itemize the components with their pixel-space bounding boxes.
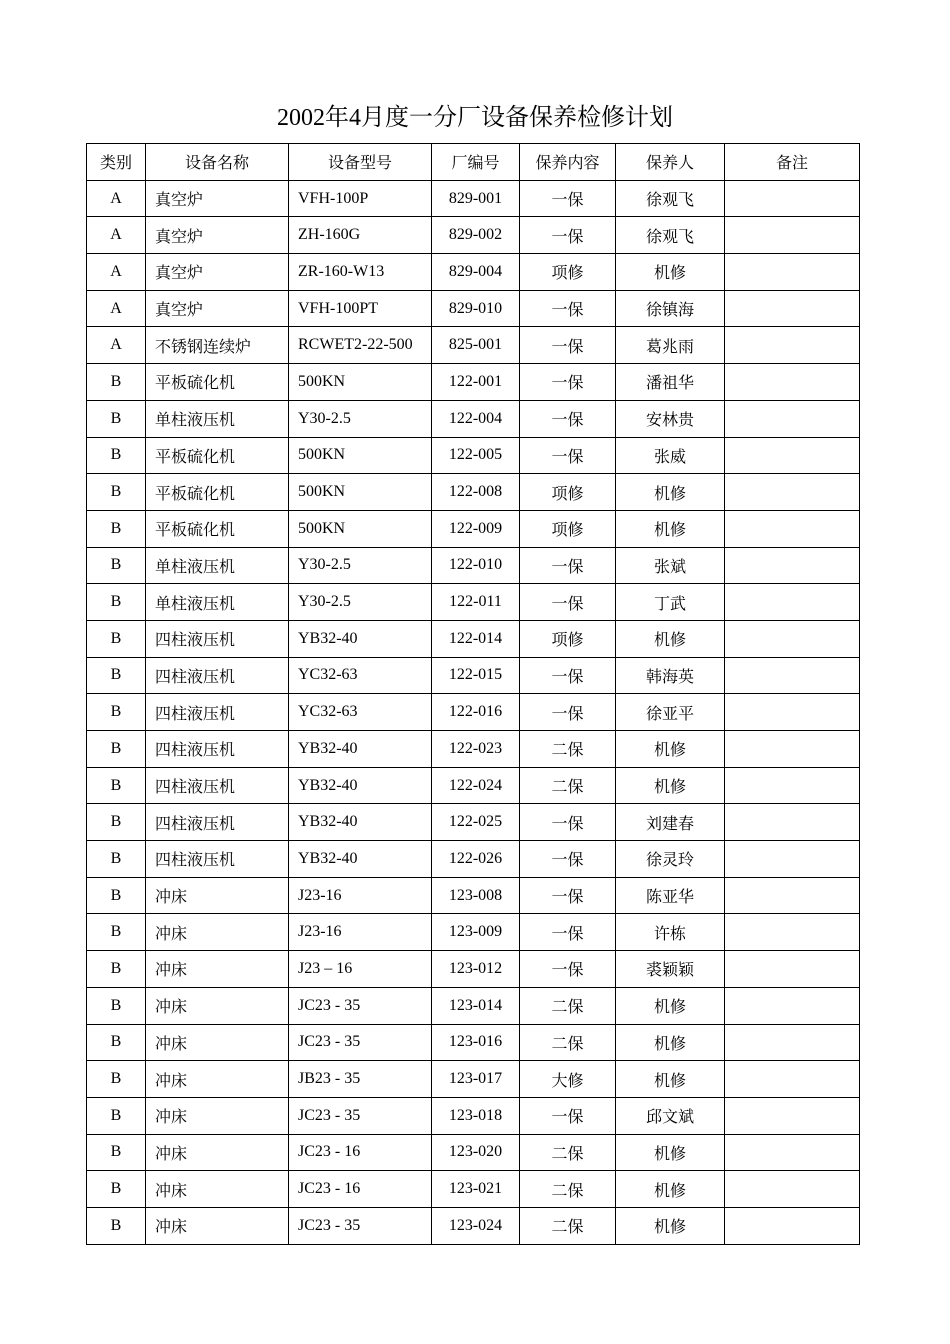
cell-factory-code: 123-016 <box>432 1024 520 1061</box>
table-row <box>87 327 860 364</box>
cell-maintainer: 邱文斌 <box>616 1097 725 1134</box>
cell-maintainer: 机修 <box>616 1024 725 1061</box>
cell-equipment-model: 500KN <box>289 437 432 474</box>
header-equipment-model: 设备型号 <box>289 144 432 181</box>
cell-equipment-name: 真空炉 <box>146 217 289 254</box>
cell-equipment-model: YB32-40 <box>289 620 432 657</box>
cell-maintainer: 韩海英 <box>616 657 725 694</box>
cell-remarks <box>725 437 860 474</box>
cell-equipment-model: JC23 - 35 <box>289 1024 432 1061</box>
cell-equipment-name: 四柱液压机 <box>146 841 289 878</box>
cell-factory-code: 122-026 <box>432 841 520 878</box>
cell-factory-code: 123-014 <box>432 987 520 1024</box>
cell-factory-code: 829-002 <box>432 217 520 254</box>
cell-category: A <box>87 290 146 327</box>
table-row <box>87 400 860 437</box>
cell-remarks <box>725 1134 860 1171</box>
table-row <box>87 694 860 731</box>
cell-equipment-model: VFH-100PT <box>289 290 432 327</box>
cell-category: B <box>87 657 146 694</box>
cell-equipment-name: 冲床 <box>146 914 289 951</box>
cell-equipment-model: YB32-40 <box>289 841 432 878</box>
cell-equipment-model: 500KN <box>289 510 432 547</box>
header-maintainer: 保养人 <box>616 144 725 181</box>
cell-equipment-model: YC32-63 <box>289 657 432 694</box>
table-row <box>87 1061 860 1098</box>
cell-remarks <box>725 951 860 988</box>
header-row <box>87 144 860 181</box>
cell-maintainer: 葛兆雨 <box>616 327 725 364</box>
cell-equipment-model: JC23 - 35 <box>289 987 432 1024</box>
table-row <box>87 474 860 511</box>
header-maintenance-content: 保养内容 <box>520 144 616 181</box>
cell-factory-code: 122-023 <box>432 731 520 768</box>
table-row <box>87 290 860 327</box>
table-row <box>87 547 860 584</box>
cell-maintenance-content: 一保 <box>520 584 616 621</box>
cell-factory-code: 122-024 <box>432 767 520 804</box>
cell-factory-code: 122-011 <box>432 584 520 621</box>
cell-equipment-name: 冲床 <box>146 1207 289 1244</box>
cell-factory-code: 122-010 <box>432 547 520 584</box>
cell-maintenance-content: 一保 <box>520 180 616 217</box>
cell-remarks <box>725 217 860 254</box>
cell-remarks <box>725 474 860 511</box>
cell-remarks <box>725 290 860 327</box>
cell-maintainer: 徐亚平 <box>616 694 725 731</box>
cell-category: B <box>87 547 146 584</box>
cell-maintenance-content: 一保 <box>520 1097 616 1134</box>
cell-maintenance-content: 二保 <box>520 1207 616 1244</box>
cell-maintenance-content: 大修 <box>520 1061 616 1098</box>
cell-remarks <box>725 327 860 364</box>
cell-maintenance-content: 项修 <box>520 254 616 291</box>
cell-category: B <box>87 1097 146 1134</box>
cell-remarks <box>725 767 860 804</box>
cell-equipment-name: 真空炉 <box>146 254 289 291</box>
cell-category: B <box>87 877 146 914</box>
cell-maintenance-content: 一保 <box>520 694 616 731</box>
cell-category: A <box>87 327 146 364</box>
cell-maintainer: 机修 <box>616 731 725 768</box>
cell-equipment-model: J23 – 16 <box>289 951 432 988</box>
table-row <box>87 1134 860 1171</box>
cell-equipment-name: 四柱液压机 <box>146 620 289 657</box>
cell-factory-code: 123-021 <box>432 1171 520 1208</box>
table-row <box>87 1207 860 1244</box>
cell-category: B <box>87 804 146 841</box>
cell-maintainer: 陈亚华 <box>616 877 725 914</box>
table-body <box>87 180 860 1244</box>
cell-factory-code: 122-008 <box>432 474 520 511</box>
cell-maintenance-content: 二保 <box>520 1024 616 1061</box>
cell-maintainer: 徐镇海 <box>616 290 725 327</box>
table-row <box>87 767 860 804</box>
cell-maintainer: 徐观飞 <box>616 217 725 254</box>
cell-category: B <box>87 694 146 731</box>
cell-remarks <box>725 547 860 584</box>
table-row <box>87 951 860 988</box>
cell-remarks <box>725 254 860 291</box>
page-title: 2002年4月度一分厂设备保养检修计划 <box>277 105 673 131</box>
cell-category: B <box>87 841 146 878</box>
table-row <box>87 364 860 401</box>
table-row <box>87 1024 860 1061</box>
cell-remarks <box>725 180 860 217</box>
cell-maintainer: 机修 <box>616 254 725 291</box>
cell-equipment-model: YB32-40 <box>289 767 432 804</box>
cell-equipment-model: ZH-160G <box>289 217 432 254</box>
cell-equipment-model: RCWET2-22-500 <box>289 327 432 364</box>
cell-equipment-name: 平板硫化机 <box>146 510 289 547</box>
cell-equipment-model: JB23 - 35 <box>289 1061 432 1098</box>
cell-category: B <box>87 1171 146 1208</box>
cell-equipment-name: 平板硫化机 <box>146 474 289 511</box>
cell-maintenance-content: 一保 <box>520 327 616 364</box>
cell-remarks <box>725 400 860 437</box>
cell-maintenance-content: 二保 <box>520 731 616 768</box>
cell-equipment-name: 四柱液压机 <box>146 694 289 731</box>
cell-category: B <box>87 510 146 547</box>
cell-maintainer: 机修 <box>616 987 725 1024</box>
table-row <box>87 620 860 657</box>
cell-maintenance-content: 二保 <box>520 1134 616 1171</box>
cell-maintainer: 机修 <box>616 1207 725 1244</box>
cell-category: B <box>87 1061 146 1098</box>
cell-category: B <box>87 364 146 401</box>
cell-factory-code: 123-024 <box>432 1207 520 1244</box>
cell-category: B <box>87 767 146 804</box>
cell-maintainer: 许栋 <box>616 914 725 951</box>
cell-factory-code: 123-018 <box>432 1097 520 1134</box>
cell-equipment-model: YB32-40 <box>289 731 432 768</box>
cell-equipment-name: 真空炉 <box>146 180 289 217</box>
cell-maintenance-content: 一保 <box>520 914 616 951</box>
cell-maintainer: 丁武 <box>616 584 725 621</box>
cell-factory-code: 123-009 <box>432 914 520 951</box>
cell-remarks <box>725 657 860 694</box>
cell-maintenance-content: 项修 <box>520 620 616 657</box>
cell-remarks <box>725 1097 860 1134</box>
cell-equipment-model: 500KN <box>289 364 432 401</box>
cell-factory-code: 825-001 <box>432 327 520 364</box>
cell-maintenance-content: 项修 <box>520 510 616 547</box>
cell-equipment-name: 四柱液压机 <box>146 804 289 841</box>
cell-maintenance-content: 一保 <box>520 841 616 878</box>
cell-maintainer: 机修 <box>616 1171 725 1208</box>
cell-remarks <box>725 914 860 951</box>
cell-equipment-model: JC23 - 35 <box>289 1097 432 1134</box>
cell-equipment-model: 500KN <box>289 474 432 511</box>
cell-maintenance-content: 一保 <box>520 877 616 914</box>
table-row <box>87 254 860 291</box>
cell-equipment-name: 真空炉 <box>146 290 289 327</box>
cell-maintainer: 机修 <box>616 1134 725 1171</box>
cell-equipment-name: 冲床 <box>146 1097 289 1134</box>
cell-category: B <box>87 400 146 437</box>
cell-category: B <box>87 584 146 621</box>
header-factory-code: 厂编号 <box>432 144 520 181</box>
cell-factory-code: 122-009 <box>432 510 520 547</box>
cell-category: B <box>87 951 146 988</box>
table-row <box>87 877 860 914</box>
cell-maintenance-content: 一保 <box>520 951 616 988</box>
cell-equipment-name: 冲床 <box>146 877 289 914</box>
cell-category: B <box>87 987 146 1024</box>
cell-category: B <box>87 437 146 474</box>
cell-category: B <box>87 620 146 657</box>
cell-factory-code: 123-012 <box>432 951 520 988</box>
cell-maintainer: 机修 <box>616 1061 725 1098</box>
table-row <box>87 657 860 694</box>
cell-equipment-name: 冲床 <box>146 1061 289 1098</box>
cell-factory-code: 122-025 <box>432 804 520 841</box>
cell-remarks <box>725 364 860 401</box>
cell-maintainer: 机修 <box>616 767 725 804</box>
cell-maintenance-content: 一保 <box>520 657 616 694</box>
cell-remarks <box>725 987 860 1024</box>
cell-maintenance-content: 一保 <box>520 217 616 254</box>
cell-equipment-model: ZR-160-W13 <box>289 254 432 291</box>
header-equipment-name: 设备名称 <box>146 144 289 181</box>
cell-equipment-name: 单柱液压机 <box>146 584 289 621</box>
cell-equipment-name: 冲床 <box>146 987 289 1024</box>
cell-factory-code: 123-020 <box>432 1134 520 1171</box>
cell-maintainer: 机修 <box>616 620 725 657</box>
cell-maintainer: 刘建春 <box>616 804 725 841</box>
cell-maintainer: 徐观飞 <box>616 180 725 217</box>
cell-category: A <box>87 254 146 291</box>
cell-maintainer: 潘祖华 <box>616 364 725 401</box>
cell-remarks <box>725 584 860 621</box>
cell-equipment-model: VFH-100P <box>289 180 432 217</box>
cell-maintenance-content: 二保 <box>520 987 616 1024</box>
cell-factory-code: 829-001 <box>432 180 520 217</box>
table-row <box>87 437 860 474</box>
table-row <box>87 1097 860 1134</box>
header-category: 类别 <box>87 144 146 181</box>
cell-maintenance-content: 一保 <box>520 547 616 584</box>
cell-equipment-model: Y30-2.5 <box>289 584 432 621</box>
cell-equipment-model: Y30-2.5 <box>289 547 432 584</box>
cell-equipment-model: JC23 - 16 <box>289 1171 432 1208</box>
cell-category: B <box>87 914 146 951</box>
cell-remarks <box>725 1207 860 1244</box>
cell-equipment-name: 不锈钢连续炉 <box>146 327 289 364</box>
cell-maintainer: 机修 <box>616 474 725 511</box>
cell-equipment-name: 冲床 <box>146 1024 289 1061</box>
cell-factory-code: 122-014 <box>432 620 520 657</box>
cell-maintainer: 张威 <box>616 437 725 474</box>
table-row <box>87 841 860 878</box>
cell-equipment-model: JC23 - 16 <box>289 1134 432 1171</box>
cell-maintenance-content: 二保 <box>520 1171 616 1208</box>
cell-category: B <box>87 731 146 768</box>
cell-maintenance-content: 二保 <box>520 767 616 804</box>
cell-maintainer: 徐灵玲 <box>616 841 725 878</box>
cell-equipment-name: 单柱液压机 <box>146 547 289 584</box>
cell-maintenance-content: 一保 <box>520 804 616 841</box>
cell-factory-code: 122-005 <box>432 437 520 474</box>
cell-maintenance-content: 一保 <box>520 364 616 401</box>
cell-maintenance-content: 一保 <box>520 437 616 474</box>
cell-factory-code: 829-004 <box>432 254 520 291</box>
cell-remarks <box>725 1024 860 1061</box>
table-row <box>87 804 860 841</box>
cell-remarks <box>725 841 860 878</box>
cell-maintenance-content: 项修 <box>520 474 616 511</box>
cell-remarks <box>725 804 860 841</box>
cell-factory-code: 122-015 <box>432 657 520 694</box>
cell-category: A <box>87 217 146 254</box>
cell-category: B <box>87 474 146 511</box>
cell-factory-code: 123-008 <box>432 877 520 914</box>
header-remarks: 备注 <box>725 144 860 181</box>
table-row <box>87 584 860 621</box>
table-row <box>87 217 860 254</box>
cell-equipment-model: Y30-2.5 <box>289 400 432 437</box>
cell-factory-code: 829-010 <box>432 290 520 327</box>
cell-remarks <box>725 731 860 768</box>
cell-factory-code: 122-001 <box>432 364 520 401</box>
cell-equipment-model: YC32-63 <box>289 694 432 731</box>
cell-remarks <box>725 1061 860 1098</box>
cell-maintainer: 张斌 <box>616 547 725 584</box>
cell-equipment-model: J23-16 <box>289 914 432 951</box>
table-row <box>87 180 860 217</box>
cell-maintenance-content: 一保 <box>520 290 616 327</box>
cell-remarks <box>725 510 860 547</box>
cell-category: A <box>87 180 146 217</box>
cell-equipment-name: 四柱液压机 <box>146 657 289 694</box>
cell-equipment-name: 平板硫化机 <box>146 437 289 474</box>
cell-equipment-name: 四柱液压机 <box>146 767 289 804</box>
cell-maintainer: 机修 <box>616 510 725 547</box>
cell-equipment-name: 单柱液压机 <box>146 400 289 437</box>
cell-equipment-model: JC23 - 35 <box>289 1207 432 1244</box>
cell-equipment-name: 四柱液压机 <box>146 731 289 768</box>
cell-factory-code: 122-016 <box>432 694 520 731</box>
cell-remarks <box>725 1171 860 1208</box>
cell-category: B <box>87 1207 146 1244</box>
cell-remarks <box>725 694 860 731</box>
cell-equipment-name: 冲床 <box>146 1171 289 1208</box>
table-row <box>87 914 860 951</box>
cell-category: B <box>87 1134 146 1171</box>
cell-maintenance-content: 一保 <box>520 400 616 437</box>
cell-equipment-name: 平板硫化机 <box>146 364 289 401</box>
cell-maintainer: 裘颖颖 <box>616 951 725 988</box>
cell-remarks <box>725 877 860 914</box>
table-row <box>87 987 860 1024</box>
maintenance-plan-table <box>86 143 860 1245</box>
cell-factory-code: 123-017 <box>432 1061 520 1098</box>
cell-remarks <box>725 620 860 657</box>
table-row <box>87 731 860 768</box>
table-row <box>87 1171 860 1208</box>
table-row <box>87 510 860 547</box>
cell-equipment-name: 冲床 <box>146 1134 289 1171</box>
cell-category: B <box>87 1024 146 1061</box>
cell-maintainer: 安林贵 <box>616 400 725 437</box>
cell-equipment-name: 冲床 <box>146 951 289 988</box>
cell-factory-code: 122-004 <box>432 400 520 437</box>
cell-equipment-model: YB32-40 <box>289 804 432 841</box>
cell-equipment-model: J23-16 <box>289 877 432 914</box>
